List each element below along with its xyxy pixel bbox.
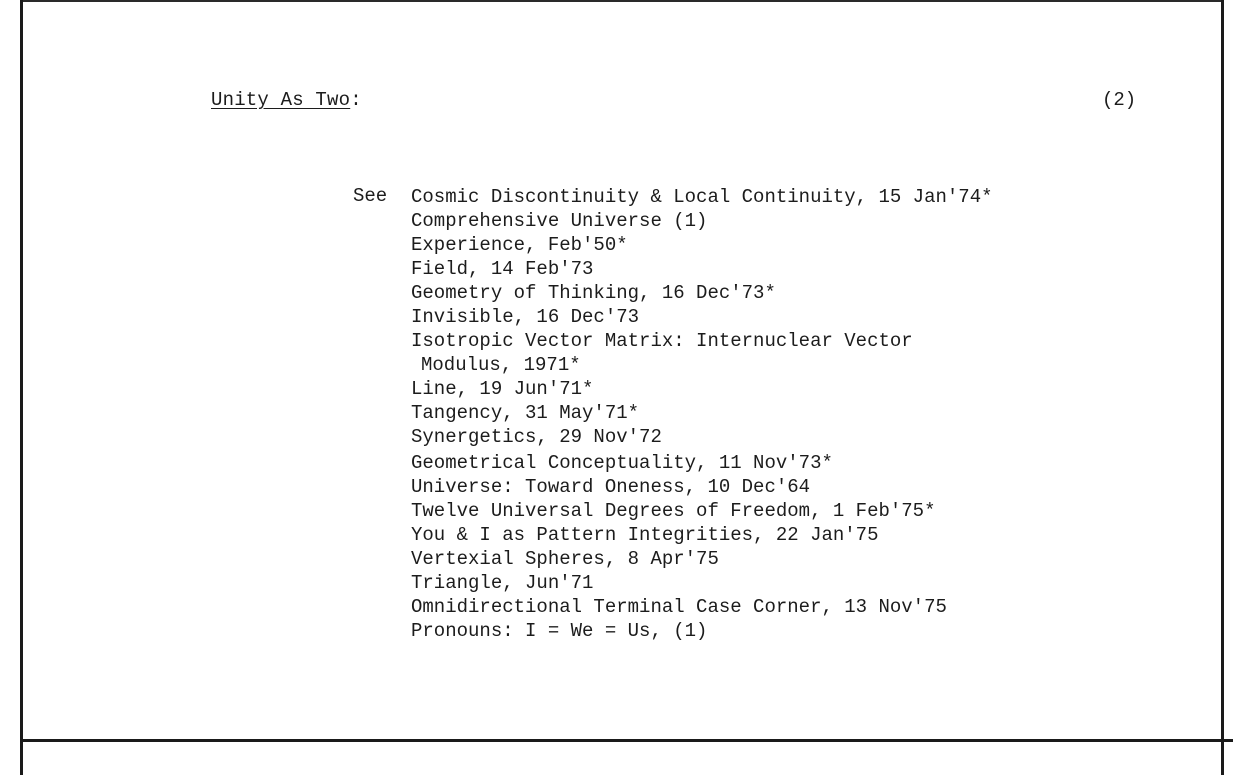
reference-item-continuation: Modulus, 1971* — [421, 354, 581, 376]
reference-item: You & I as Pattern Integrities, 22 Jan'75 — [411, 524, 879, 546]
card-heading — [211, 89, 362, 111]
reference-item: Experience, Feb'50* — [411, 234, 628, 256]
heading-colon: : — [350, 89, 362, 111]
reference-item: Twelve Universal Degrees of Freedom, 1 Feb'75* — [411, 500, 936, 522]
reference-item: Pronouns: I = We = Us, (1) — [411, 620, 708, 642]
reference-item: Omnidirectional Terminal Case Corner, 13 Nov'75 — [411, 596, 947, 618]
reference-item: Geometrical Conceptuality, 11 Nov'73* — [411, 452, 833, 474]
reference-item: Vertexial Spheres, 8 Apr'75 — [411, 548, 719, 570]
reference-item: Field, 14 Feb'73 — [411, 258, 594, 280]
see-label: See — [353, 185, 388, 207]
reference-item: Geometry of Thinking, 16 Dec'73* — [411, 282, 776, 304]
reference-item: Universe: Toward Oneness, 10 Dec'64 — [411, 476, 811, 498]
card-top-border — [20, 0, 1224, 2]
card-bottom-border — [20, 739, 1233, 742]
heading-title: Unity As Two — [211, 89, 351, 111]
reference-item: Invisible, 16 Dec'73 — [411, 306, 640, 328]
page-number: (2) — [1102, 89, 1137, 111]
reference-item: Line, 19 Jun'71* — [411, 378, 594, 400]
reference-item: Synergetics, 29 Nov'72 — [411, 426, 662, 448]
reference-item: Tangency, 31 May'71* — [411, 402, 640, 424]
card-right-border — [1221, 0, 1224, 775]
reference-item: Isotropic Vector Matrix: Internuclear Vector — [411, 330, 913, 352]
reference-item: Comprehensive Universe (1) — [411, 210, 708, 232]
reference-item: Triangle, Jun'71 — [411, 572, 594, 594]
reference-list — [411, 185, 993, 643]
card-left-border — [20, 0, 23, 775]
reference-item: Cosmic Discontinuity & Local Continuity, 15 Jan'74* — [411, 186, 993, 208]
